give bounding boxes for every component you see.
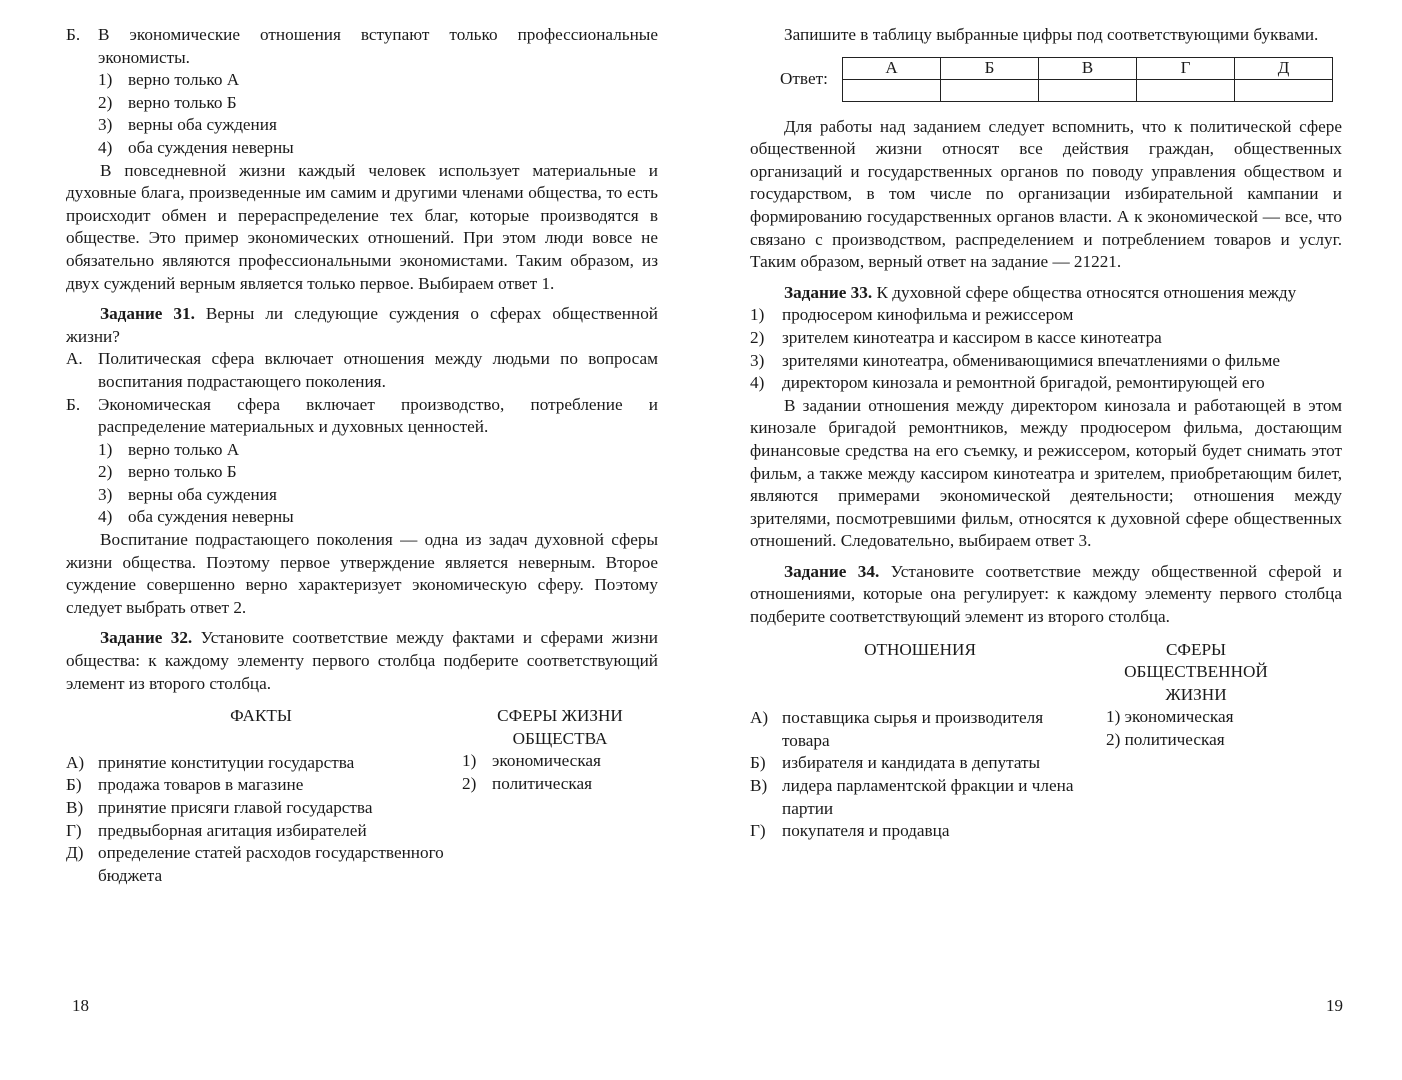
task-33-heading [750,282,1342,305]
statement-text: Экономическая сфера включает производство, потребление и распределение материальных и духовных ценностей. [98,394,658,437]
column-header: СФЕРЫ ЖИЗНИ [497,706,623,726]
answer-label: Ответ: [780,68,828,88]
option: 1) верно только А [98,69,658,92]
relation-item: Г) покупателя и продавца [750,821,950,841]
sphere-item: 1) экономическая [462,751,601,771]
answer-cell[interactable] [843,79,941,101]
instruction: Запишите в таблицу выбранные цифры под соответствующими буквами. [784,25,1319,44]
answer-cell[interactable] [1235,79,1333,101]
option: 2) зрителем кинотеатра и кассиром в кассе кинотеатра [750,327,1162,347]
option-text: оба суждения неверны [128,137,294,157]
option-text: оба суждения неверны [128,507,294,527]
column-header: ОБЩЕСТВА [512,728,608,748]
matching-columns [66,705,658,887]
spheres-column [1090,639,1286,843]
answer-cell[interactable] [941,79,1039,101]
option: 3) верны оба суждения [98,114,658,137]
task-text: К духовной сфере общества относятся отношения между [876,282,1297,302]
column-header: ОБЩЕСТВЕННОЙ [1124,662,1268,682]
option-text: верно только Б [128,462,237,482]
task-text: Верны ли следующие суждения о сферах общественной жизни? [66,304,658,346]
page-number: 18 [72,996,89,1015]
answer-table [842,57,1333,102]
relation-item: В) лидера парламентской фракции и члена партии [750,776,1074,818]
statement-marker: А. [66,349,83,369]
explanation-paragraph: В повседневной жизни каждый человек использует материальные и духовные блага, произведенные им самим и другими членами общества, то есть происходит обмен и перераспределение тех благ, которые производятся в обществе. Это пример экономических отношений. При этом люди вовсе не обязательно являются профессиональными экономистами. Таким образом, из двух суждений верным является только первое. Выбираем ответ 1. [66,160,658,293]
task-label: Задание 32. [100,628,193,648]
spheres-column [456,705,658,887]
right-page [750,24,1342,843]
answer-letter: Г [1137,57,1235,79]
answer-letter: В [1039,57,1137,79]
answer-options [98,439,658,529]
statement-b [66,394,658,439]
option: 4) директором кинозала и ремонтной бригадой, ремонтирующей его [750,373,1265,393]
option-text: верны оба суждения [128,484,277,504]
option: 3) зрителями кинотеатра, обменивающимися впечатлениями о фильме [750,350,1280,370]
column-header: ОТНОШЕНИЯ [864,639,976,659]
sphere-item: 2) политическая [1106,730,1225,750]
page-number: 19 [1326,996,1343,1015]
option-text: верно только А [128,70,240,90]
explanation-paragraph: Для работы над заданием следует вспомнить, что к политической сфере общественной жизни относят все действия граждан, общественных организаций и государственных органов по поводу управления обществом и государством, в том числе по организации избирательной кампании и формированию государственных органов власти. А к экономической — все, что связано с производством, распределением и потреблением товаров и услуг. Таким образом, верный ответ на задание — 21221. [750,116,1342,272]
sphere-item: 1) экономическая [1106,707,1234,727]
answer-letter: А [843,57,941,79]
left-page [66,24,658,887]
option: 2) верно только Б [98,92,658,115]
answer-options [750,304,1342,394]
option-text: верны оба суждения [128,115,277,135]
task-label: Задание 31. [100,304,195,324]
option: 3) верны оба суждения [98,484,658,507]
explanation-paragraph: Воспитание подрастающего поколения — одна из задач духовной сферы жизни общества. Поэтому первое утверждение является неверным. Второе суждение совершенно верно характеризует экономическую сферу. Поэтому следует выбрать ответ 2. [66,530,658,617]
column-header: СФЕРЫ [1165,639,1227,659]
fact-item: В) принятие присяги главой государства [66,798,373,817]
option: 4) оба суждения неверны [98,137,658,160]
option-text: верно только Б [128,92,237,112]
column-header: ФАКТЫ [230,706,292,726]
task-label: Задание 34. [784,561,880,581]
option: 1) верно только А [98,439,658,462]
task-text: Установите соответствие между фактами и сферами жизни общества: к каждому элементу первого столбца подберите соответствующий элемент из второго столбца. [66,628,659,693]
statement-a [66,348,658,393]
answer-cell[interactable] [1039,79,1137,101]
explanation-paragraph: В задании отношения между директором кинозала и работающей в этом кинозале бригадой ремонтников, между продюсером фильма, достающим финансовые средства на его съемку, и режиссером, который будет снимать этот фильм, а также между кассиром кинотеатра и зрителем, приобретающим билет, являются примерами экономической деятельности; отношения между зрителями, посмотревшими фильм, относятся к духовной сфере общественных отношений. Следовательно, выбираем ответ 3. [750,395,1342,551]
answer-cell[interactable] [1137,79,1235,101]
relation-item: Б) избирателя и кандидата в депутаты [750,753,1041,773]
facts-column [66,705,456,887]
fact-item: Б) продажа товаров в магазине [66,775,304,795]
option-text: верно только А [128,439,240,459]
statement-text: Политическая сфера включает отношения между людьми по вопросам воспитания подрастающего поколения. [98,349,658,391]
task-label: Задание 33. [784,282,873,302]
relation-item: А) поставщика сырья и производителя товара [750,708,1044,750]
sphere-item: 2) политическая [462,774,593,793]
task-text: Установите соответствие между общественной сферой и отношениями, которые она регулирует: к каждому элементу первого столбца подберите соответствующий элемент из второго столбца. [750,561,1342,627]
task-31-heading [66,303,658,348]
statement-marker: Б. [66,394,81,414]
task-32-heading [66,627,658,695]
option: 4) оба суждения неверны [98,506,658,529]
answer-row [780,57,1342,102]
column-header: ЖИЗНИ [1165,684,1227,704]
fact-item: А) принятие конституции государства [66,752,355,772]
option: 2) верно только Б [98,461,658,484]
matching-columns [750,639,1342,843]
statement-b [66,24,658,69]
answer-letter: Д [1235,57,1333,79]
answer-options [98,69,658,159]
fact-item: Д) определение статей расходов государственного бюджета [66,843,444,885]
task-34-heading [750,561,1342,629]
option: 1) продюсером кинофильма и режиссером [750,305,1074,325]
fact-item: Г) предвыборная агитация избирателей [66,820,367,840]
relations-column [750,639,1090,843]
answer-letter: Б [941,57,1039,79]
statement-text: В экономические отношения вступают только профессиональные экономисты. [98,25,658,67]
statement-marker: Б. [66,25,81,44]
